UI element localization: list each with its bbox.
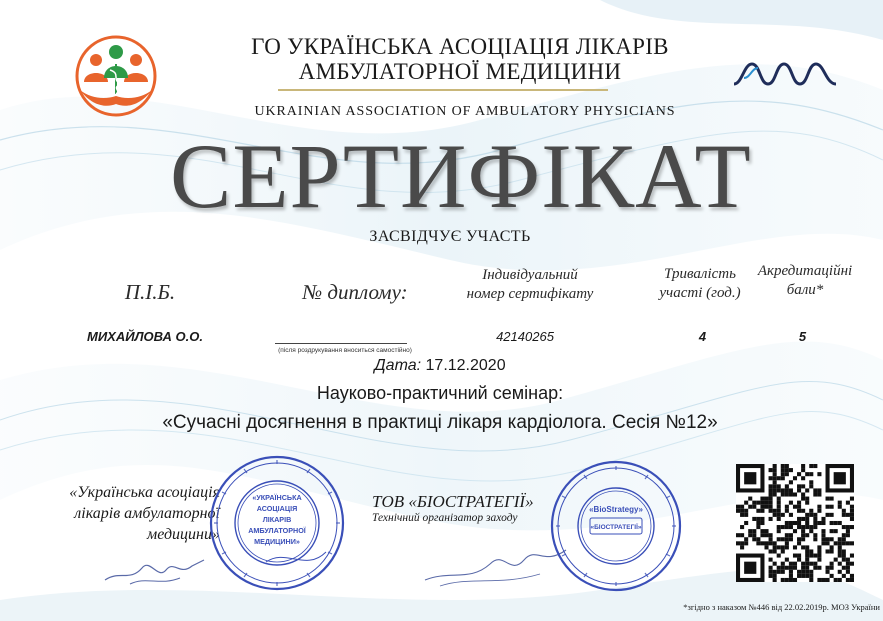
org-title-english: UKRAINIAN ASSOCIATION OF AMBULATORY PHYSICIANS (254, 104, 676, 119)
diploma-note: (після роздрукування вноситься самостійно) (278, 347, 412, 354)
header-individual-line2: номер сертифікату (466, 286, 594, 302)
left-stamp (206, 452, 348, 594)
header-individual-number (445, 266, 615, 304)
header-points (750, 262, 860, 300)
right-signatory-role: Технічний організатор заходу (372, 512, 518, 524)
left-signature (100, 540, 210, 590)
date-value: 17.12.2020 (425, 357, 506, 374)
right-signatory-name: ТОВ «БІОСТРАТЕГІЇ» (372, 492, 534, 511)
left-stamp-line4: АМБУЛАТОРНОЇ (248, 526, 306, 535)
header-individual-line1: Індивідуальний (482, 267, 578, 283)
header-duration-line2: участі (год.) (659, 285, 741, 301)
event-date (300, 357, 580, 375)
header-diploma: № диплому: (302, 280, 408, 304)
left-signatory-line2: лікарів амбулаторної (74, 505, 220, 522)
left-signatory (10, 482, 220, 545)
header-duration-line1: Тривалість (664, 266, 736, 282)
org-title-line2: АМБУЛАТОРНОЇ МЕДИЦИНИ (298, 59, 622, 84)
left-signatory-line3: медицини» (147, 526, 220, 543)
right-stamp (548, 458, 684, 594)
diploma-blank-line (275, 343, 407, 344)
points-value: 5 (798, 329, 807, 344)
certificate-subtitle: ЗАСВІДЧУЄ УЧАСТЬ (369, 228, 531, 245)
qr-code[interactable] (736, 464, 854, 582)
header-name: П.І.Б. (124, 280, 176, 304)
header-points-line2: бали* (786, 282, 824, 298)
left-stamp-line2: АСОЦІАЦІЯ (256, 504, 298, 513)
left-stamp-line1: «УКРАЇНСЬКА (252, 493, 302, 502)
medical-hands-caduceus-logo-icon (70, 34, 162, 118)
gold-divider (278, 89, 608, 91)
seminar-title: «Сучасні досягнення в практиці лікаря кардіолога. Сесія №12» (162, 412, 718, 433)
seminar-type: Науково-практичний семінар: (316, 383, 564, 403)
date-label: Дата: (374, 357, 422, 374)
right-stamp-line2: «БІОСТРАТЕГІЇ» (590, 524, 642, 531)
left-stamp-line5: МЕДИЦИНИ» (254, 537, 300, 546)
certificate-title: СЕРТИФІКАТ (170, 125, 752, 227)
duration-value: 4 (698, 329, 707, 344)
org-title-line1: ГО УКРАЇНСЬКА АСОЦІАЦІЯ ЛІКАРІВ (251, 34, 669, 59)
certificate-number: 42140265 (496, 329, 554, 344)
footnote: *згідно з наказом №446 від 22.02.2019р. МОЗ України (683, 602, 880, 612)
left-stamp-line3: ЛІКАРІВ (262, 515, 292, 524)
right-stamp-line1: «BioStrategy» (589, 505, 643, 514)
header-duration (640, 265, 760, 303)
participant-name: МИХАЙЛОВА О.О. (87, 329, 203, 344)
header-points-line1: Акредитаційні (757, 263, 853, 279)
left-signatory-line1: «Українська асоціація (69, 484, 220, 501)
